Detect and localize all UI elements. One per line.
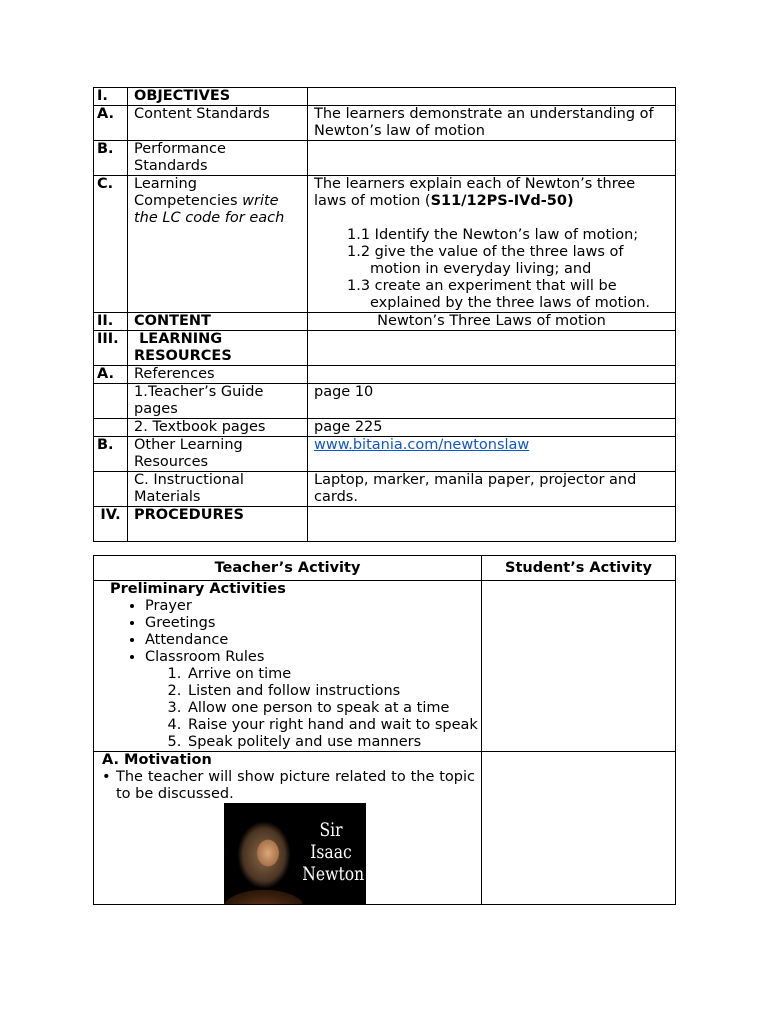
list-item: • Classroom Rules [145, 649, 481, 666]
learning-resources-heading: LEARNING RESOURCES [128, 331, 308, 366]
motivation-cell [94, 752, 482, 905]
row-number: B. [94, 437, 128, 472]
classroom-rules-list [94, 666, 481, 751]
objectives-heading: OBJECTIVES [128, 88, 308, 106]
list-item: • Attendance [145, 632, 481, 649]
list-item: 5. Speak politely and use manners [186, 734, 481, 751]
resource-link[interactable]: www.bitania.com/newtonslaw [314, 437, 530, 453]
motivation-title: A. Motivation [102, 752, 212, 768]
learning-resources-row [94, 331, 676, 366]
learning-competencies-row [94, 176, 676, 313]
list-item: 1. Arrive on time [186, 666, 481, 683]
learning-competencies-value [308, 176, 676, 313]
objectives-row [94, 88, 676, 106]
list-item: 2. Listen and follow instructions [186, 683, 481, 700]
lc-label-text: Learning Competencies [134, 176, 243, 209]
textbook-value: page 225 [308, 419, 676, 437]
motivation-text: • The teacher will show picture related to the topic to be discussed. [100, 769, 475, 803]
lc-item: 1.3 create an experiment that will be explained by the three laws of motion. [347, 278, 650, 311]
activity-table [93, 555, 676, 905]
row-number: C. [94, 176, 128, 313]
teachers-guide-value: page 10 [308, 384, 676, 419]
list-item: • Greetings [145, 615, 481, 632]
row-number: IV. [94, 507, 128, 542]
learning-resources-value [308, 331, 676, 366]
newton-portrait-image [224, 803, 366, 904]
content-row [94, 313, 676, 331]
student-activity-cell [482, 752, 676, 905]
student-activity-cell [482, 581, 676, 752]
list-item: • Prayer [145, 598, 481, 615]
row-number: A. [94, 366, 128, 384]
references-value [308, 366, 676, 384]
row-number: III. [94, 331, 128, 366]
caption-line: Isaac [310, 841, 352, 863]
procedures-heading: PROCEDURES [128, 507, 308, 542]
newton-face-icon [224, 803, 302, 904]
content-standards-value: The learners demonstrate an understanding of Newton’s law of motion [308, 106, 676, 141]
preliminary-row [94, 581, 676, 752]
lc-intro: The learners explain each of Newton’s three laws of motion ( [314, 176, 636, 209]
procedures-row [94, 507, 676, 542]
content-value: Newton’s Three Laws of motion [308, 313, 676, 331]
procedures-value [308, 507, 676, 542]
list-item: 3. Allow one person to speak at a time [186, 700, 481, 717]
lc-item: 1.1 Identify the Newton’s law of motion; [347, 227, 639, 243]
activity-header-row [94, 556, 676, 581]
caption-line: Newton [302, 863, 365, 885]
lesson-plan-table [93, 87, 676, 542]
row-number [94, 384, 128, 419]
row-number: A. [94, 106, 128, 141]
lc-label-italic: write the LC code for each [134, 193, 285, 226]
students-activity-header: Student’s Activity [482, 556, 676, 581]
instructional-materials-label: C. Instructional Materials [128, 472, 308, 507]
motivation-row [94, 752, 676, 905]
references-label: References [128, 366, 308, 384]
content-standards-row [94, 106, 676, 141]
row-number [94, 472, 128, 507]
preliminary-title: Preliminary Activities [110, 581, 286, 597]
learning-competencies-label [128, 176, 308, 313]
row-number: B. [94, 141, 128, 176]
caption-line: Sir [319, 819, 343, 841]
other-resources-row [94, 437, 676, 472]
lc-item: 1.2 give the value of the three laws of motion in everyday living; and [347, 244, 624, 277]
preliminary-cell [94, 581, 482, 752]
instructional-materials-row [94, 472, 676, 507]
list-item: 4. Raise your right hand and wait to speak [186, 717, 481, 734]
lc-code: S11/12PS-IVd-50) [430, 193, 574, 209]
content-heading: CONTENT [128, 313, 308, 331]
performance-standards-value [308, 141, 676, 176]
objectives-value [308, 88, 676, 106]
textbook-label: 2. Textbook pages [128, 419, 308, 437]
other-resources-value [308, 437, 676, 472]
teachers-guide-row [94, 384, 676, 419]
image-caption [302, 819, 365, 885]
row-number [94, 419, 128, 437]
performance-standards-row [94, 141, 676, 176]
textbook-row [94, 419, 676, 437]
row-number: II. [94, 313, 128, 331]
instructional-materials-value: Laptop, marker, manila paper, projector and cards. [308, 472, 676, 507]
other-resources-label: Other Learning Resources [128, 437, 308, 472]
references-row [94, 366, 676, 384]
teachers-activity-header: Teacher’s Activity [94, 556, 482, 581]
content-standards-label: Content Standards [128, 106, 308, 141]
row-number: I. [94, 88, 128, 106]
performance-standards-label: Performance Standards [128, 141, 308, 176]
teachers-guide-label: 1.Teacher’s Guide pages [128, 384, 308, 419]
preliminary-list [94, 598, 481, 666]
